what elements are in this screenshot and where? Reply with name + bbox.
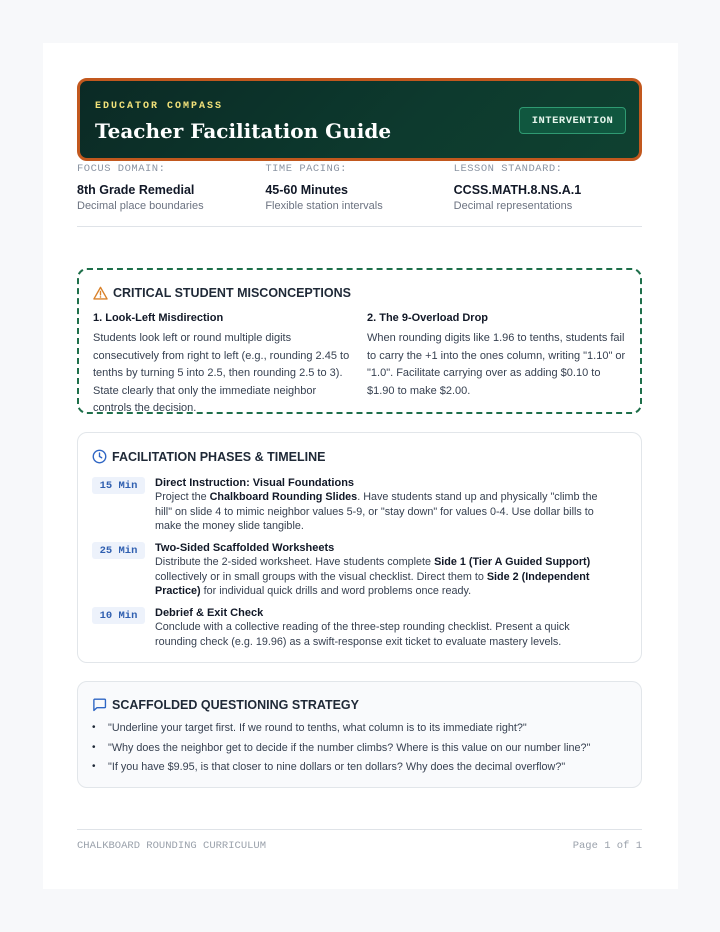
questioning-strategy-card: [77, 681, 642, 788]
section-title: FACILITATION PHASES & TIMELINE: [112, 449, 326, 464]
phase-text: Conclude with a collective reading of the three-step rounding checklist. Present a quick rounding check (e.g. 19.96) as a swift-response exit ticket to evaluate mastery levels.: [155, 621, 570, 648]
lesson-meta: [77, 163, 642, 212]
section-title: SCAFFOLDED QUESTIONING STRATEGY: [112, 697, 359, 712]
speech-bubble-icon: [92, 697, 107, 712]
phase-body: [155, 541, 612, 599]
misconception-item: [93, 312, 353, 418]
guide-page: [43, 43, 678, 889]
meta-focus-domain: [77, 163, 265, 212]
page-title: Teacher Facilitation Guide: [95, 119, 392, 143]
question-list: [92, 722, 622, 781]
phase-duration: 10 Min: [92, 607, 145, 624]
meta-lesson-standard: [454, 163, 642, 212]
phase-item: [92, 606, 612, 649]
phase-body: [155, 606, 612, 649]
phase-duration: 15 Min: [92, 477, 145, 494]
meta-value: 45-60 Minutes: [265, 183, 348, 197]
header-banner: [77, 78, 642, 161]
phases-card: [77, 432, 642, 663]
list-item: • "Why does the neighbor get to decide if the number climbs? Where is this value on our number line?": [92, 741, 591, 754]
misconceptions-card: [77, 268, 642, 414]
misconception-item: [367, 312, 627, 400]
divider: [77, 226, 642, 227]
misconceptions-heading: [93, 286, 351, 300]
meta-value: CCSS.MATH.8.NS.A.1: [453, 183, 582, 197]
page-number: Page 1 of 1: [572, 840, 642, 852]
misconception-text: When rounding digits like 1.96 to tenths, students fail to carry the +1 into the ones column, writing "1.10" or "1.0". Facilitate carrying over as adding $0.10 to $1.90 to make $2.00.: [367, 332, 626, 397]
misconception-title: 2. The 9-Overload Drop: [367, 312, 489, 324]
meta-label: LESSON STANDARD:: [453, 163, 563, 175]
warning-icon: [93, 286, 108, 300]
list-item: • "Underline your target first. If we round to tenths, what column is to its immediate right?": [92, 722, 527, 734]
meta-value: 8th Grade Remedial: [77, 183, 195, 197]
phase-title: Direct Instruction: Visual Foundations: [155, 477, 355, 489]
intervention-badge: INTERVENTION: [519, 107, 626, 134]
phase-title: Two-Sided Scaffolded Worksheets: [155, 542, 335, 554]
section-title: CRITICAL STUDENT MISCONCEPTIONS: [113, 286, 351, 300]
phase-body: [155, 476, 612, 534]
page-footer: [77, 840, 642, 852]
clock-icon: [92, 449, 107, 464]
phase-text: Distribute the 2-sided worksheet. Have students complete Side 1 (Tier A Guided Support) collectively or in small groups with the visual checklist. Direct them to Side 2 (Independent Practice) for individual quick drills and word problems once ready.: [155, 556, 591, 597]
meta-sub: Decimal representations: [453, 200, 573, 212]
strategy-heading: [92, 697, 359, 712]
phase-item: [92, 541, 612, 599]
meta-label: FOCUS DOMAIN:: [77, 163, 166, 175]
list-item: • "If you have $9.95, is that closer to nine dollars or ten dollars? Why does the decimal overflow?": [92, 761, 566, 773]
phases-heading: [92, 449, 325, 464]
meta-sub: Flexible station intervals: [265, 200, 383, 212]
phase-title: Debrief & Exit Check: [155, 607, 264, 619]
footer-curriculum: CHALKBOARD ROUNDING CURRICULUM: [77, 840, 267, 852]
meta-time-pacing: [265, 163, 453, 212]
footer-divider: [77, 829, 642, 830]
header-eyebrow: EDUCATOR COMPASS: [95, 101, 224, 112]
meta-sub: Decimal place boundaries: [77, 200, 204, 212]
phase-item: [92, 476, 612, 534]
meta-label: TIME PACING:: [265, 163, 347, 175]
phase-duration: 25 Min: [92, 542, 145, 559]
misconception-text: Students look left or round multiple digits consecutively from right to left (e.g., rounding 2.45 to tenths by turning 5 into 2.5, then rounding 2.5 to 3). State clearly that only the immediate neighbor controls the decision.: [93, 332, 350, 414]
phase-text: Project the Chalkboard Rounding Slides. Have students stand up and physically "climb the hill" on slide 4 to mimic neighbor values 5-9, or "stay down" for values 0-4. Use dollar bills to make the money slide tangible.: [155, 491, 598, 532]
misconception-title: 1. Look-Left Misdirection: [93, 312, 224, 324]
